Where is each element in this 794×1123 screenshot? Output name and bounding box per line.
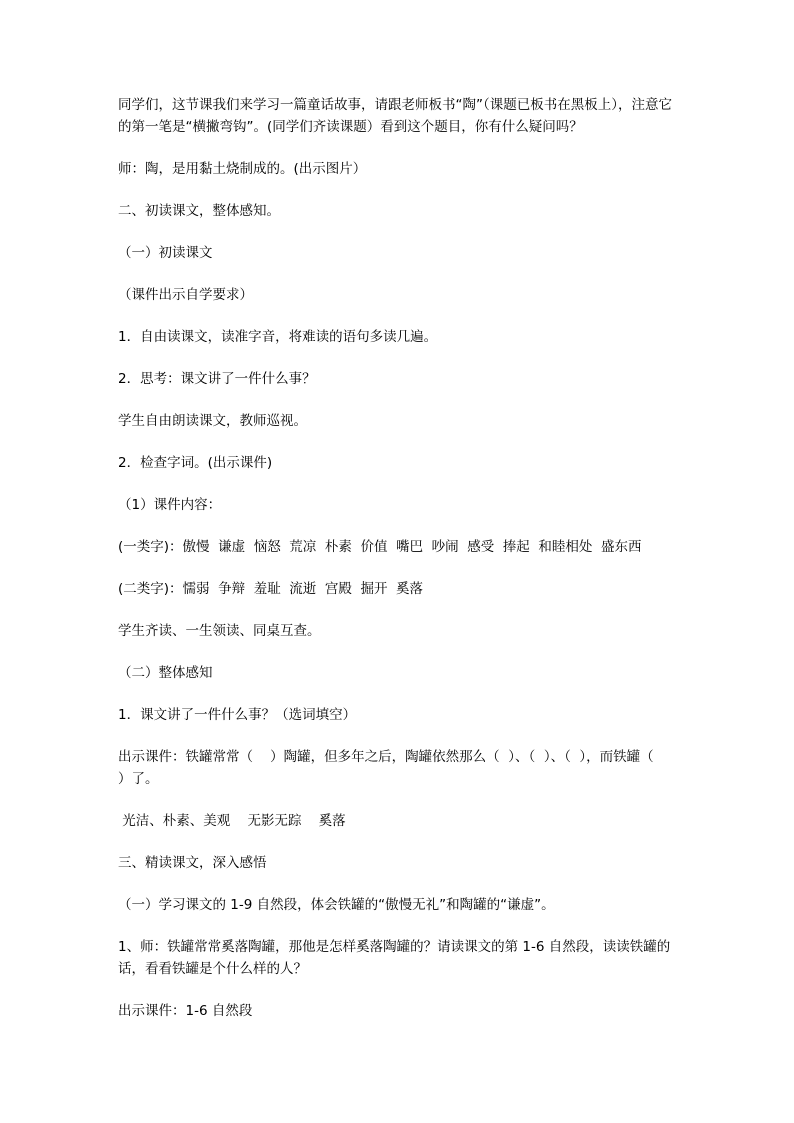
subheading-overall: （二）整体感知	[118, 665, 213, 681]
paragraph-teacher-question: 1、师：铁罐常常奚落陶罐，那他是怎样奚落陶罐的？请读课文的第 1-6 自然段，读读铁罐的话，看看铁罐是个什么样的人？	[118, 939, 671, 977]
subheading-study-1-9: （一）学习课文的 1-9 自然段，体会铁罐的“傲慢无礼”和陶罐的“谦虚”。	[118, 897, 555, 913]
section-heading-2: 二、初读课文，整体感知。	[118, 203, 280, 219]
paragraph-fill-blank: 出示课件：铁罐常常（ ）陶罐，但多年之后，陶罐依然那么（ ）、（ ）、（ ），而铁罐（ ）了。	[118, 749, 676, 787]
paragraph-teacher-tao: 师：陶，是用黏土烧制成的。(出示图片）	[118, 161, 367, 177]
list-item-2: 2．思考：课文讲了一件什么事？	[118, 371, 316, 387]
list-item-1: 1．自由读课文，读准字音，将难读的语句多读几遍。	[118, 329, 438, 345]
list-item-check-words: 2．检查字词。(出示课件)	[118, 455, 273, 471]
section-heading-3: 三、精读课文，深入感悟	[118, 855, 267, 871]
paragraph-group-reading: 学生齐读、一生领读、同桌互查。	[118, 623, 321, 639]
document-body	[118, 94, 678, 1022]
paragraph-self-study: （课件出示自学要求）	[118, 287, 253, 303]
paragraph-courseware-content: （1）课件内容：	[118, 497, 222, 513]
subheading-first-reading: （一）初读课文	[118, 245, 213, 261]
paragraph-class1-words: (一类字)：傲慢 谦虚 恼怒 荒凉 朴素 价值 嘴巴 吵闹 感受 捧起 和睦相处 盛东西	[118, 539, 642, 555]
paragraph-free-reading: 学生自由朗读课文，教师巡视。	[118, 413, 307, 429]
paragraph-courseware-1-6: 出示课件：1-6 自然段	[118, 1003, 253, 1019]
paragraph-word-choices: 光洁、朴素、美观 无影无踪 奚落	[118, 813, 346, 829]
paragraph-intro: 同学们，这节课我们来学习一篇童话故事，请跟老师板书“陶”（课题已板书在黑板上），注意它的第一笔是“横撇弯钩”。(同学们齐读课题）看到这个题目，你有什么疑问吗？	[118, 97, 672, 135]
list-item-what-happened: 1．课文讲了一件什么事？（选词填空）	[118, 707, 357, 723]
paragraph-class2-words: (二类字)：懦弱 争辩 羞耻 流逝 宫殿 掘开 奚落	[118, 581, 424, 597]
